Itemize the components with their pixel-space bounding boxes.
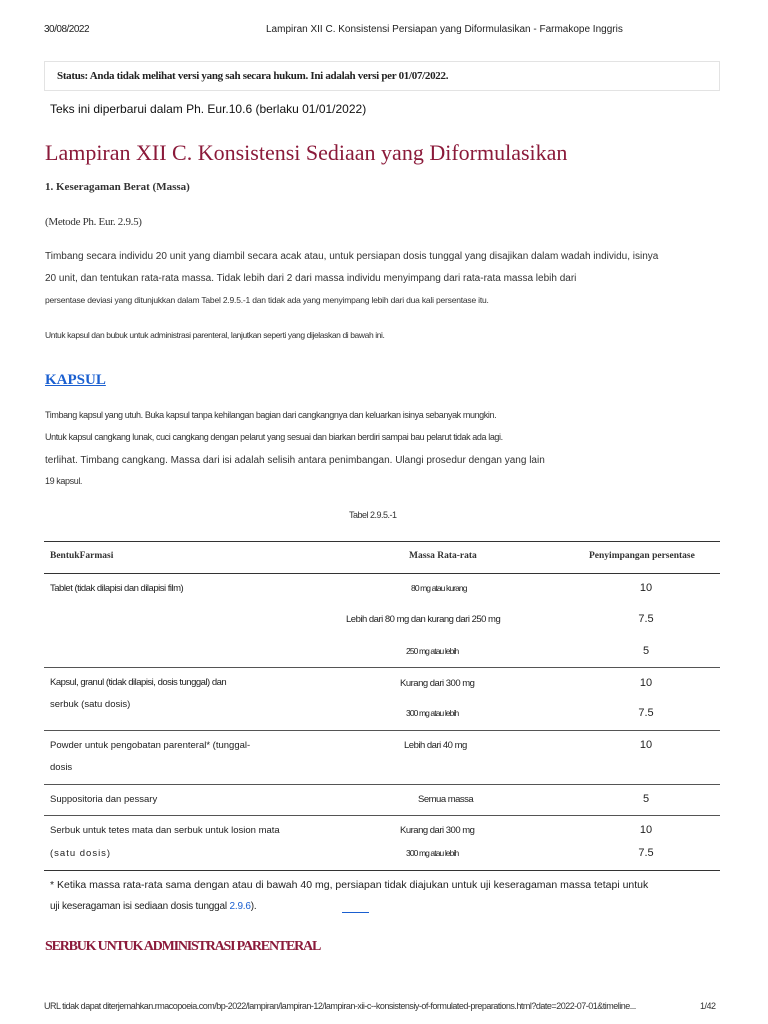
table-cell-mass: Kurang dari 300 mg — [400, 678, 475, 689]
paragraph-line: persentase deviasi yang ditunjukkan dalam Tabel 2.9.5.-1 dan tidak ada yang menyimpang lebih dari dua kali persentase itu. — [45, 295, 489, 305]
status-notice — [44, 61, 720, 91]
table-cell-deviation: 10 — [639, 582, 653, 594]
paragraph-line: Timbang kapsul yang utuh. Buka kapsul tanpa kehilangan bagian dari cangkangnya dan keluarkan isinya sebanyak mungkin. — [45, 410, 497, 420]
reference-link-2-9-6[interactable]: 2.9.6 — [229, 901, 251, 912]
table-cell-form: Kapsul, granul (tidak dilapisi, dosis tunggal) dan — [50, 677, 227, 688]
table-cell-mass: Semua massa — [418, 794, 474, 805]
serbuk-parenteral-heading: SERBUK UNTUK ADMINISTRASI PARENTERAL — [45, 939, 321, 954]
table-cell-deviation: 10 — [639, 677, 653, 689]
table-cell-form: dosis — [50, 762, 73, 773]
print-page-title: Lampiran XII C. Konsistensi Persiapan yang Diformulasikan - Farmakope Inggris — [266, 24, 623, 35]
paragraph-line: 19 kapsul. — [45, 476, 83, 486]
table-cell-form: Tablet (tidak dilapisi dan dilapisi film) — [50, 583, 184, 594]
table-cell-deviation: 10 — [639, 739, 653, 751]
table-rule — [44, 667, 720, 668]
table-cell-deviation: 10 — [639, 824, 653, 836]
table-rule — [44, 541, 720, 542]
table-cell-form: (satu dosis) — [50, 848, 112, 859]
footnote-text: uji keseragaman isi sediaan dosis tunggal — [50, 901, 230, 912]
footnote-text: ). — [250, 901, 257, 912]
table-cell-deviation: 7.5 — [638, 707, 654, 719]
table-rule — [44, 730, 720, 731]
kapsul-heading-link[interactable]: KAPSUL — [45, 372, 106, 388]
print-page-number: 1/42 — [700, 1001, 716, 1011]
table-header-form: BentukFarmasi — [50, 551, 114, 561]
paragraph-line: Untuk kapsul cangkang lunak, cuci cangkang dengan pelarut yang sesuai dan biarkan berdiri sampai bau pelarut tidak ada lagi. — [45, 432, 503, 442]
table-rule — [44, 870, 720, 871]
table-cell-mass: 300 mg atau lebih — [406, 848, 459, 858]
table-cell-mass: 300 mg atau lebih — [406, 708, 459, 718]
print-header — [44, 24, 724, 40]
table-cell-mass: Lebih dari 80 mg dan kurang dari 250 mg — [346, 614, 501, 625]
status-text: Status: Anda tidak melihat versi yang sah secara hukum. Ini adalah versi per 01/07/2022. — [57, 70, 449, 82]
paragraph-line: 20 unit, dan tentukan rata-rata massa. Tidak lebih dari 2 dari massa individu menyimpang dari rata-rata massa lebih dari — [45, 273, 577, 284]
table-cell-mass: Kurang dari 300 mg — [400, 825, 475, 836]
table-rule — [44, 784, 720, 785]
table-rule — [44, 573, 720, 574]
table-cell-form: Serbuk untuk tetes mata dan serbuk untuk losion mata — [50, 825, 280, 836]
footnote-line — [50, 901, 256, 912]
table-cell-deviation: 7.5 — [638, 847, 654, 859]
table-cell-form: serbuk (satu dosis) — [50, 699, 131, 710]
table-rule — [44, 815, 720, 816]
table-header-deviation: Penyimpangan persentase — [589, 551, 695, 561]
paragraph-line: Timbang secara individu 20 unit yang diambil secara acak atau, untuk persiapan dosis tunggal yang disajikan dalam wadah individu, isinya — [45, 251, 659, 262]
page-title: Lampiran XII C. Konsistensi Sediaan yang Diformulasikan — [45, 140, 568, 165]
table-cell-mass: 250 mg atau lebih — [406, 646, 459, 656]
link-underline — [342, 912, 369, 913]
table-cell-form: Suppositoria dan pessary — [50, 794, 158, 805]
paragraph-line: Untuk kapsul dan bubuk untuk administrasi parenteral, lanjutkan seperti yang dijelaskan di bawah ini. — [45, 330, 385, 340]
paragraph-line: terlihat. Timbang cangkang. Massa dari isi adalah selisih antara penimbangan. Ulangi prosedur dengan yang lain — [45, 455, 545, 466]
table-cell-form: Powder untuk pengobatan parenteral* (tunggal- — [50, 740, 251, 751]
section-heading-uniformity: 1. Keseragaman Berat (Massa) — [45, 181, 190, 193]
table-cell-deviation: 5 — [642, 793, 650, 805]
table-header-mass: Massa Rata-rata — [409, 551, 477, 561]
print-date: 30/08/2022 — [44, 24, 90, 35]
method-reference: (Metode Ph. Eur. 2.9.5) — [45, 216, 142, 228]
table-cell-deviation: 7.5 — [638, 613, 654, 625]
table-cell-deviation: 5 — [642, 645, 650, 657]
footnote-line: * Ketika massa rata-rata sama dengan atau di bawah 40 mg, persiapan tidak diajukan untuk uji keseragaman massa tetapi untuk — [50, 879, 649, 891]
table-caption: Tabel 2.9.5.-1 — [349, 510, 397, 520]
print-footer-url: URL tidak dapat diterjemahkan.rmacopoeia.com/bp-2022/lampiran/lampiran-12/lampiran-xii-c--konsistensiy-of-formulated-preparations.html?date=2022-07-01&timeline... — [44, 1001, 636, 1011]
update-note: Teks ini diperbarui dalam Ph. Eur.10.6 (berlaku 01/01/2022) — [50, 102, 367, 116]
table-cell-mass: Lebih dari 40 mg — [404, 740, 467, 751]
table-cell-mass: 80 mg atau kurang — [411, 583, 467, 593]
